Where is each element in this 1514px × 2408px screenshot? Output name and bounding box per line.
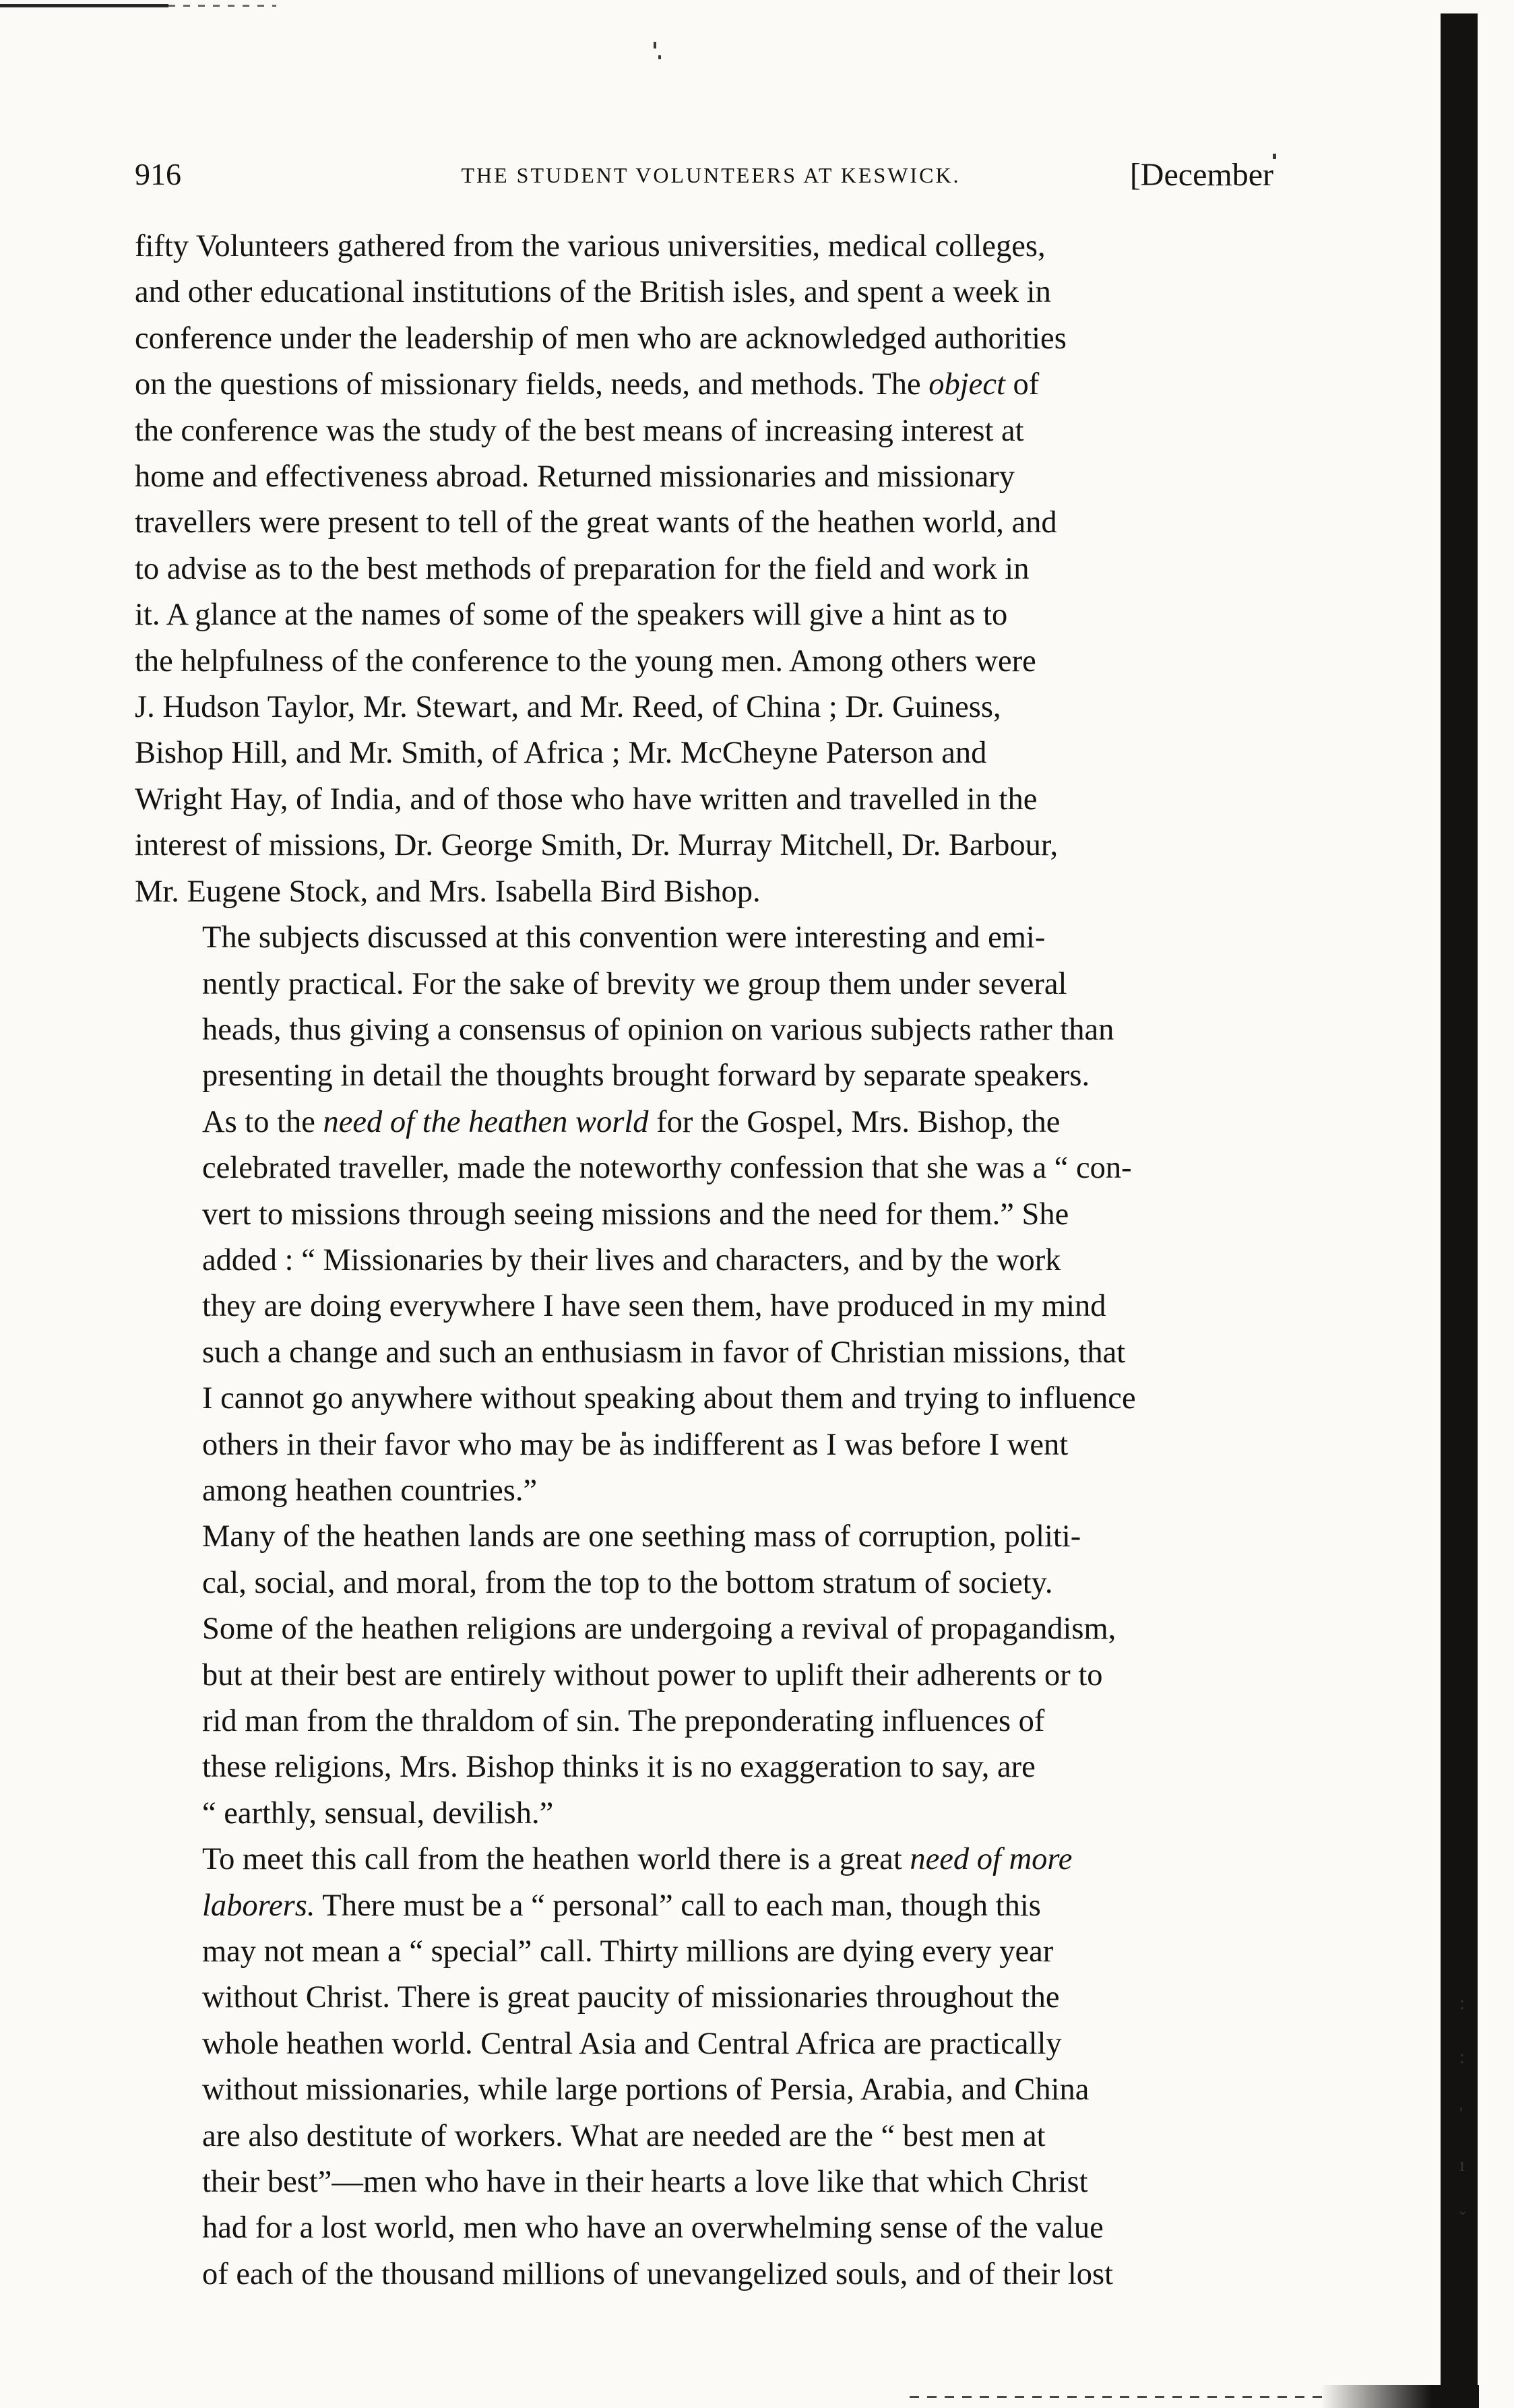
running-title: THE STUDENT VOLUNTEERS AT KESWICK. — [461, 163, 961, 187]
text-line: vert to missions through seeing missions and the need for them.” She — [202, 1197, 1069, 1232]
paragraph — [135, 224, 1273, 915]
page-header — [135, 156, 1273, 197]
text-line: had for a lost world, men who have an overwhelming sense of the value — [202, 2211, 1104, 2246]
text-line: “ earthly, sensual, devilish.” — [202, 1796, 554, 1831]
page-number: 916 — [135, 157, 181, 191]
text-line: conference under the leadership of men who are acknowledged authorities — [135, 321, 1067, 356]
scan-edge-mark: : — [1459, 2047, 1465, 2068]
top-edge-rule — [0, 4, 168, 7]
top-edge-rule-faint — [168, 5, 276, 7]
text-line: I cannot go anywhere without speaking about them and trying to influence — [202, 1381, 1136, 1416]
text-line: without missionaries, while large portions of Persia, Arabia, and China — [202, 2072, 1090, 2108]
text-line: added : “ Missionaries by their lives and characters, and by the work — [202, 1242, 1061, 1277]
text-line: Many of the heathen lands are one seething mass of corruption, politi- — [202, 1519, 1081, 1554]
book-spine-curl — [1321, 2385, 1479, 2408]
running-date: [December — [1129, 157, 1273, 193]
emphasis: laborers. — [202, 1888, 315, 1923]
text-line: it. A glance at the names of some of the speakers will give a hint as to — [135, 598, 1008, 633]
text-line: The subjects discussed at this convention were interesting and emi- — [202, 920, 1046, 955]
text-line: presenting in detail the thoughts brought forward by separate speakers. — [202, 1058, 1090, 1094]
text-line: nently practical. For the sake of brevity we group them under several — [202, 966, 1067, 1001]
emphasis: object — [928, 367, 1005, 402]
text-line: whole heathen world. Central Asia and Central Africa are practically — [202, 2026, 1062, 2061]
text-line: the helpfulness of the conference to the young men. Among others were — [135, 643, 1036, 678]
text-line: are also destitute of workers. What are needed are the “ best men at — [202, 2118, 1046, 2153]
text-line: Bishop Hill, and Mr. Smith, of Africa ; Mr. McCheyne Paterson and — [135, 736, 987, 771]
text-line: To meet this call from the heathen world there is a great need of more — [202, 1842, 1073, 1877]
paragraph — [135, 1514, 1273, 1837]
text-line: these religions, Mrs. Bishop thinks it is no exaggeration to say, are — [202, 1750, 1036, 1785]
text-line: but at their best are entirely without power to uplift their adherents or to — [202, 1657, 1103, 1692]
text-line: cal, social, and moral, from the top to the bottom stratum of society. — [202, 1565, 1053, 1600]
text-line: and other educational institutions of the British isles, and spent a week in — [135, 275, 1051, 310]
paragraph — [135, 1100, 1273, 1515]
scan-edge-mark: : — [1459, 1993, 1465, 2014]
text-line: may not mean a “ special” call. Thirty millions are dying every year — [202, 1934, 1054, 1969]
text-line: Some of the heathen religions are undergoing a revival of propagandism, — [202, 1612, 1116, 1647]
text-line: on the questions of missionary fields, needs, and methods. The object of — [135, 367, 1040, 402]
scan-speck — [654, 42, 656, 49]
text-line: others in their favor who may be as indifferent as I was before I went — [202, 1427, 1069, 1462]
bottom-edge-rule — [910, 2396, 1327, 2398]
scan-edge-mark: ˇ — [1459, 2209, 1466, 2229]
text-line: without Christ. There is great paucity of missionaries throughout the — [202, 1980, 1060, 2015]
text-line: J. Hudson Taylor, Mr. Stewart, and Mr. Reed, of China ; Dr. Guiness, — [135, 690, 1001, 725]
paragraph — [135, 1837, 1273, 2298]
scan-speck — [658, 55, 661, 59]
text-line: travellers were present to tell of the great wants of the heathen world, and — [135, 505, 1057, 540]
text-line: rid man from the thraldom of sin. The preponderating influences of — [202, 1704, 1045, 1738]
text-line: of each of the thousand millions of unevangelized souls, and of their lost — [202, 2256, 1114, 2291]
text-line: among heathen countries.” — [202, 1473, 538, 1508]
text-line: to advise as to the best methods of preparation for the field and work in — [135, 551, 1030, 586]
emphasis: need of the heathen world — [323, 1104, 649, 1139]
text-line: fifty Volunteers gathered from the various universities, medical colleges, — [135, 229, 1046, 263]
scan-edge-mark: ı — [1459, 2155, 1465, 2176]
text-line: the conference was the study of the best means of increasing interest at — [135, 413, 1024, 448]
text-line: Wright Hay, of India, and of those who have written and travelled in the — [135, 782, 1038, 817]
scan-edge-mark: ' — [1459, 2104, 1463, 2125]
text-line: they are doing everywhere I have seen them, have produced in my mind — [202, 1289, 1106, 1324]
text-line: heads, thus giving a consensus of opinion on various subjects rather than — [202, 1012, 1114, 1047]
article-body — [135, 224, 1273, 2298]
emphasis: need of more — [910, 1842, 1073, 1877]
paragraph — [135, 915, 1273, 1100]
text-line: Mr. Eugene Stock, and Mrs. Isabella Bird Bishop. — [135, 874, 761, 909]
text-line: celebrated traveller, made the noteworthy confession that she was a “ con- — [202, 1151, 1132, 1186]
text-line: interest of missions, Dr. George Smith, Dr. Murray Mitchell, Dr. Barbour, — [135, 828, 1059, 863]
text-line: As to the need of the heathen world for the Gospel, Mrs. Bishop, the — [202, 1104, 1061, 1139]
text-line: their best”—men who have in their hearts a love like that which Christ — [202, 2165, 1088, 2200]
text-line: home and effectiveness abroad. Returned missionaries and missionary — [135, 460, 1015, 495]
text-line: laborers. There must be a “ personal” call to each man, though this — [202, 1888, 1041, 1923]
text-line: such a change and such an enthusiasm in favor of Christian missions, that — [202, 1335, 1126, 1370]
